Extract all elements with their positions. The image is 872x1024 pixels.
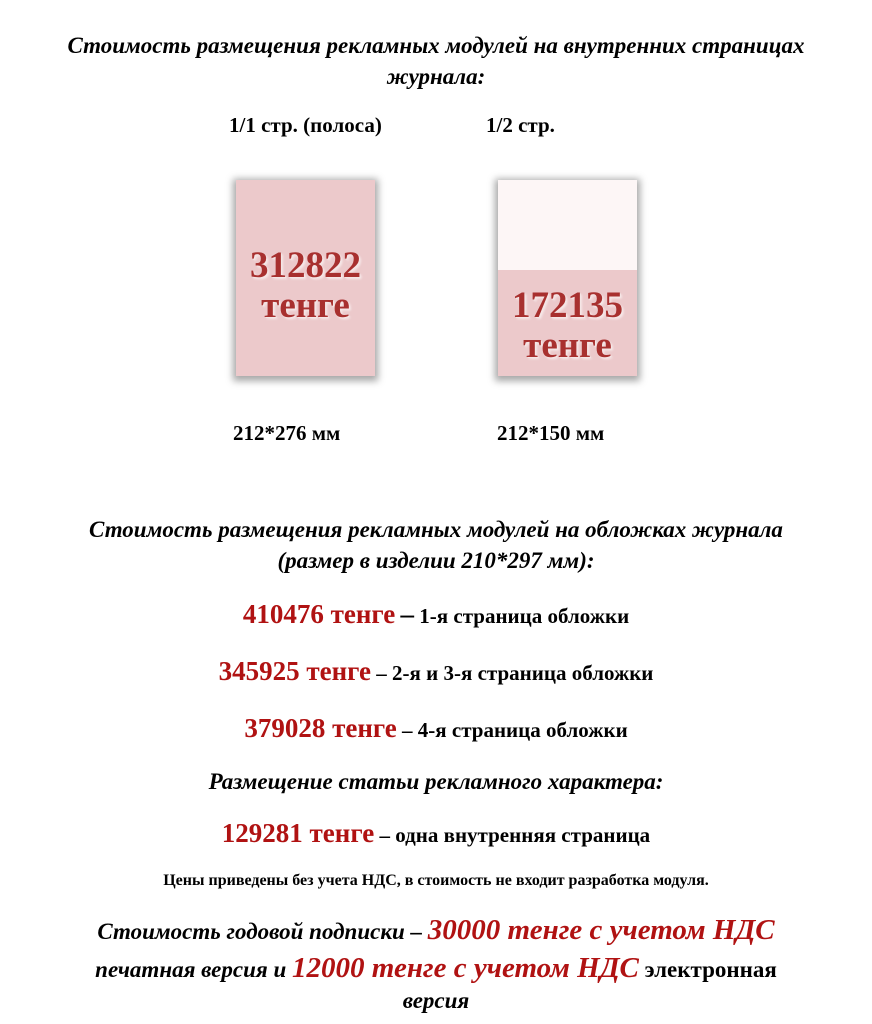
subscription-text: печатная версия и (95, 957, 287, 982)
cover-price-desc: 1-я страница обложки (419, 604, 630, 628)
article-price-dash: – (379, 823, 390, 847)
full-page-currency: тенге (261, 285, 350, 326)
cover-price-dash: – (402, 718, 413, 742)
article-heading: Размещение статьи рекламного характера: (208, 769, 664, 794)
half-page-price-card (498, 180, 637, 376)
half-page-price: 172135 (512, 285, 623, 326)
half-page-currency: тенге (523, 325, 612, 366)
inner-pages-heading-line1: Стоимость размещения рекламных модулей на внутренних страницах (67, 33, 805, 58)
cover-price-desc: 4-я страница обложки (417, 718, 628, 742)
cover-price-amount: 410476 тенге (242, 599, 396, 629)
half-page-label: 1/2 стр. (486, 113, 555, 137)
subscription-text: Стоимость годовой подписки (97, 919, 405, 944)
cover-price-amount: 379028 тенге (244, 713, 397, 743)
vat-note: Цены приведены без учета НДС, в стоимость не входит разработка модуля. (163, 872, 709, 889)
subscription-block (0, 912, 872, 1014)
inner-pages-heading (0, 30, 872, 92)
full-page-price-card (236, 180, 375, 376)
cover-price-desc: 2-я и 3-я страница обложки (392, 661, 654, 685)
subscription-text: электронная (644, 957, 777, 982)
half-page-empty-area (498, 180, 637, 270)
inner-pages-heading-line2: журнала: (386, 64, 486, 89)
cover-price-line (0, 713, 872, 744)
cover-heading (0, 514, 872, 576)
subscription-line2 (0, 950, 872, 988)
cover-price-amount: 345925 тенге (218, 656, 372, 686)
cover-price-line (0, 656, 872, 687)
cover-price-dash: – (376, 661, 387, 685)
article-price-line (0, 818, 872, 849)
cover-price-line (0, 599, 872, 630)
subscription-dash: – (410, 919, 423, 944)
cover-heading-line1: Стоимость размещения рекламных модулей на обложках журнала (89, 517, 783, 542)
subscription-print-price: 30000 тенге с учетом НДС (427, 914, 775, 946)
subscription-line1 (0, 912, 872, 950)
subscription-text: версия (402, 988, 470, 1013)
article-price-amount: 129281 тенге (221, 818, 375, 848)
full-page-price: 312822 (250, 245, 361, 286)
full-page-label: 1/1 стр. (полоса) (229, 113, 382, 137)
full-page-size: 212*276 мм (233, 421, 341, 445)
article-price-desc: одна внутренняя страница (395, 823, 651, 847)
half-page-size: 212*150 мм (497, 421, 605, 445)
subscription-digital-price: 12000 тенге с учетом НДС (292, 952, 639, 984)
cover-price-dash: – (400, 599, 415, 629)
cover-heading-line2: (размер в изделии 210*297 мм): (277, 548, 595, 573)
